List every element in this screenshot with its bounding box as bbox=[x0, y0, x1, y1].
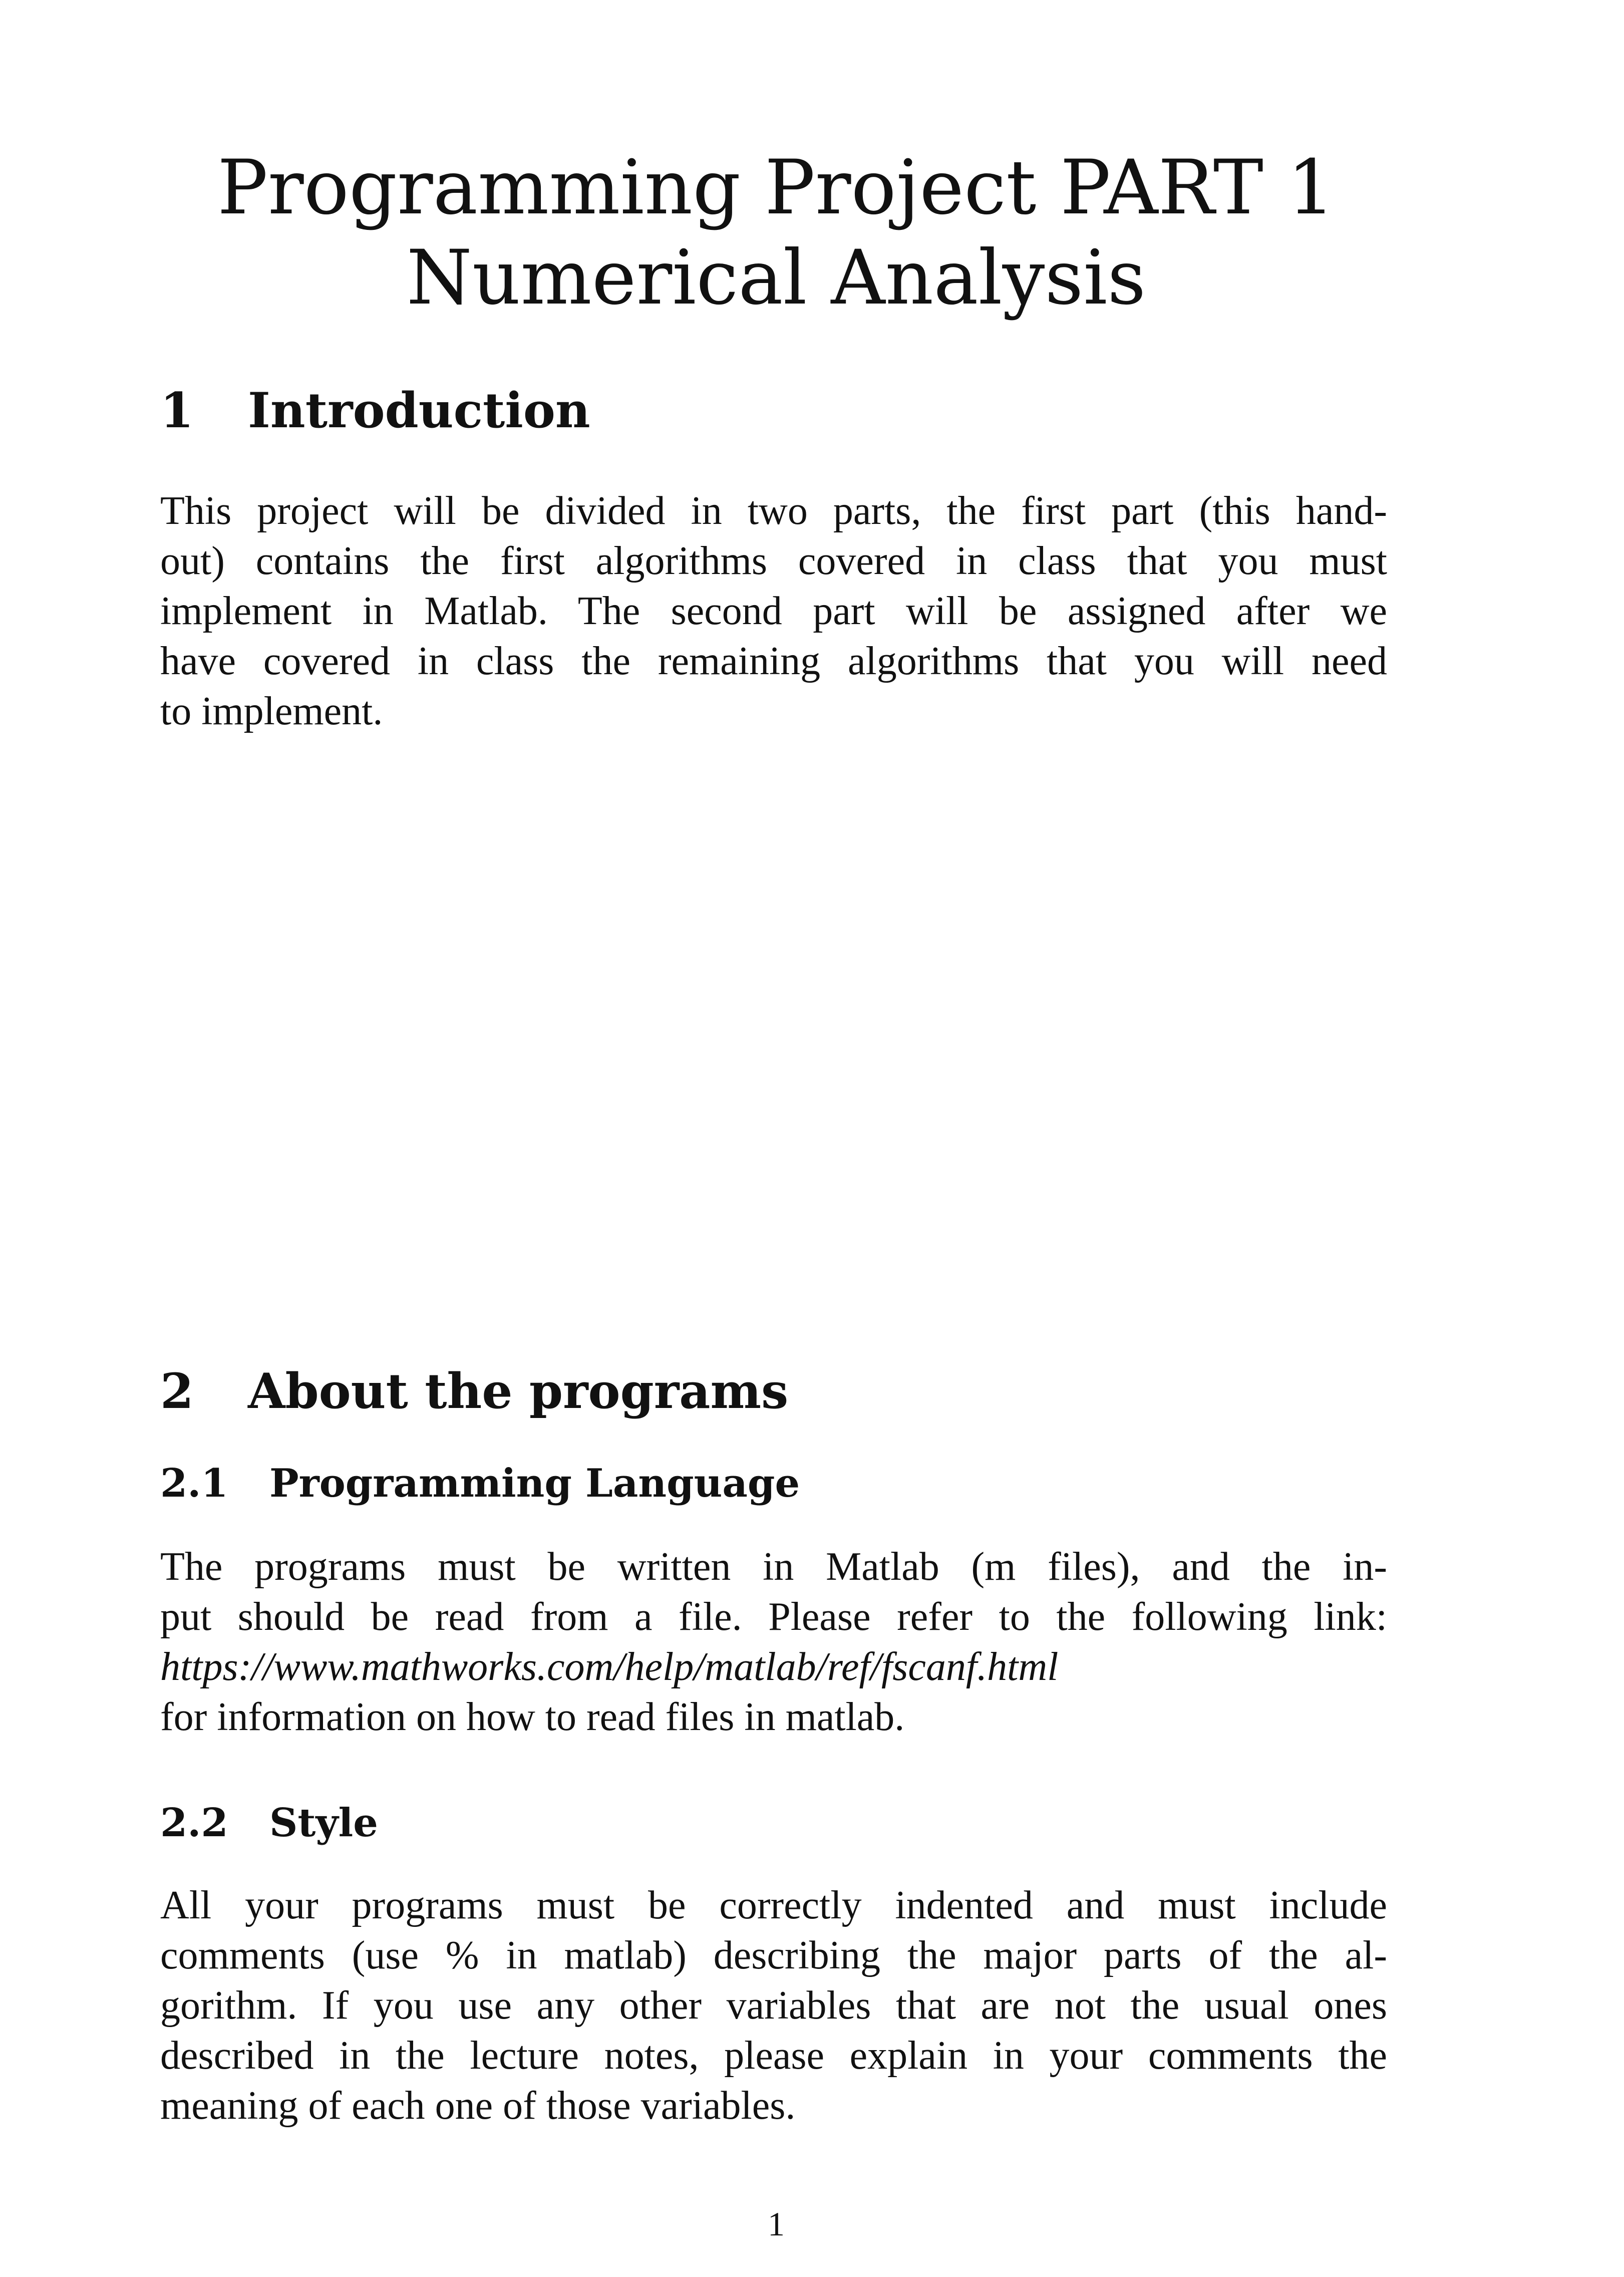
paragraph-line: gorithm. If you use any other variables that are not the usual ones bbox=[160, 1983, 1387, 2028]
subsection-number: 2.1 bbox=[160, 1461, 228, 1506]
section-title: Introduction bbox=[248, 382, 590, 439]
paragraph-line: have covered in class the remaining algorithms that you will need bbox=[160, 639, 1387, 683]
paragraph-line: This project will be divided in two parts, the first part (this hand- bbox=[160, 489, 1387, 533]
style-paragraph bbox=[160, 1880, 1387, 2131]
paragraph-line: All your programs must be correctly indented and must include bbox=[160, 1883, 1387, 1927]
subsection-2-1-heading bbox=[160, 1459, 800, 1509]
paragraph-line: put should be read from a file. Please refer to the following link: bbox=[160, 1595, 1387, 1639]
subsection-2-2-heading bbox=[160, 1798, 378, 1848]
section-number: 2 bbox=[160, 1363, 194, 1419]
section-number: 1 bbox=[160, 382, 194, 439]
paragraph-line: to implement. bbox=[160, 689, 383, 733]
subsection-title: Programming Language bbox=[269, 1461, 800, 1506]
subsection-title: Style bbox=[269, 1800, 378, 1846]
section-title: About the programs bbox=[248, 1363, 789, 1419]
document-subtitle: Numerical Analysis bbox=[406, 234, 1146, 322]
section-1-heading bbox=[160, 381, 590, 441]
paragraph-line: described in the lecture notes, please explain in your comments the bbox=[160, 2034, 1387, 2078]
fscanf-documentation-link[interactable]: https://www.mathworks.com/help/matlab/ref/fscanf.html bbox=[160, 1645, 1059, 1689]
programming-language-paragraph bbox=[160, 1542, 1387, 1742]
paragraph-line: comments (use % in matlab) describing the major parts of the al- bbox=[160, 1933, 1387, 1977]
introduction-paragraph bbox=[160, 486, 1387, 736]
paragraph-line: implement in Matlab. The second part will be assigned after we bbox=[160, 589, 1387, 633]
paragraph-line: The programs must be written in Matlab (m files), and the in- bbox=[160, 1545, 1387, 1589]
document-title: Programming Project PART 1 bbox=[217, 144, 1335, 231]
paragraph-line: out) contains the first algorithms covered in class that you must bbox=[160, 539, 1387, 583]
paragraph-line: for information on how to read files in matlab. bbox=[160, 1695, 905, 1739]
subsection-number: 2.2 bbox=[160, 1800, 228, 1846]
page-number: 1 bbox=[768, 2205, 785, 2243]
section-2-heading bbox=[160, 1361, 788, 1421]
paragraph-line: meaning of each one of those variables. bbox=[160, 2084, 796, 2128]
